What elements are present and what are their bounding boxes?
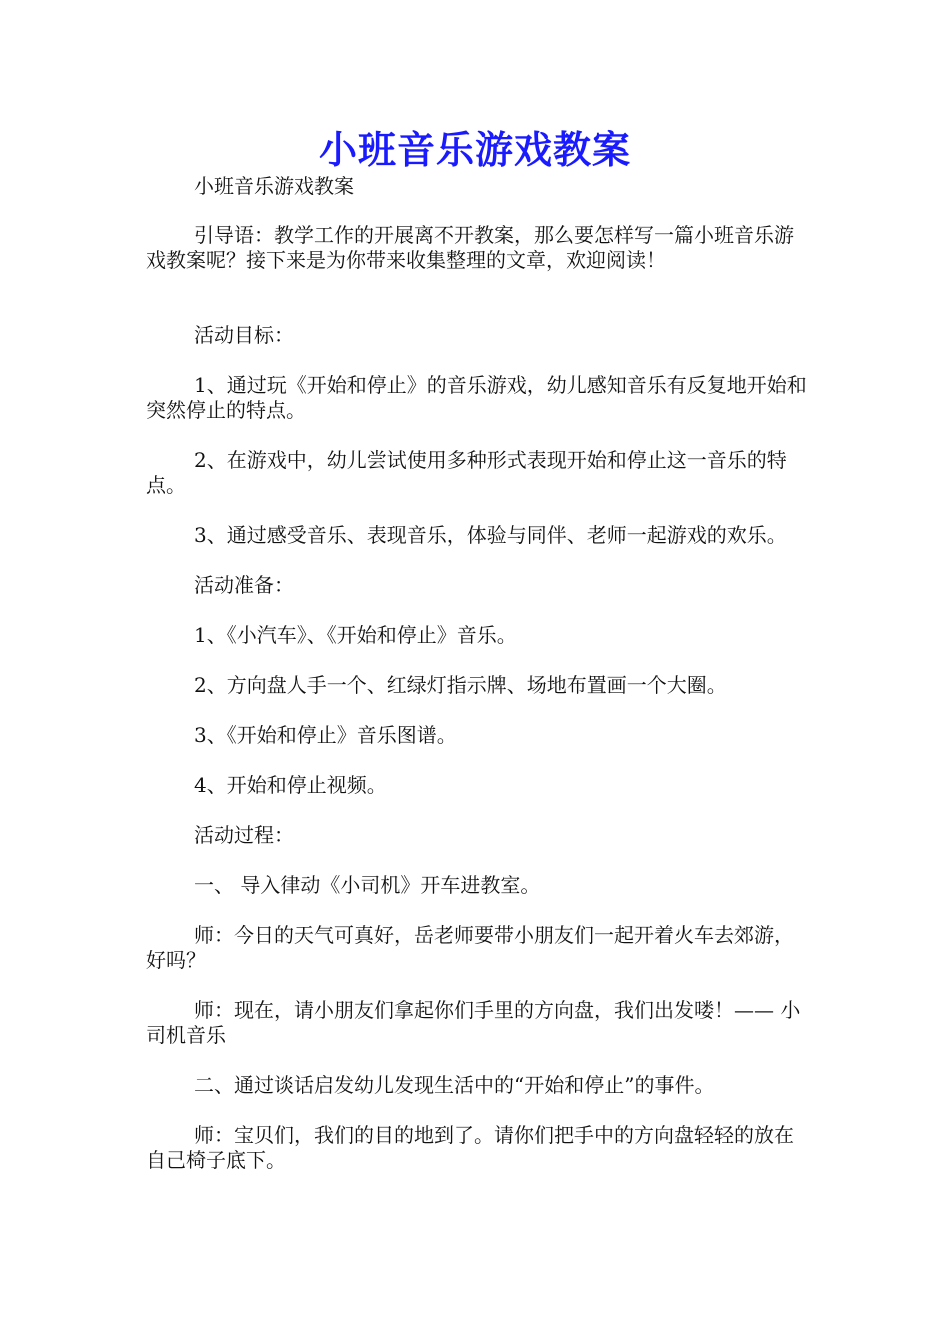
teacher-line-1: 师：今日的天气可真好，岳老师要带小朋友们一起开着火车去郊游，好吗？ <box>146 923 794 972</box>
intro-paragraph: 引导语：教学工作的开展离不开教案，那么要怎样写一篇小班音乐游戏教案呢？接下来是为你带来收集整理的文章，欢迎阅读！ <box>146 223 794 272</box>
process-step-1: 一、 导入律动《小司机》开车进教室。 <box>194 873 541 897</box>
teacher-line-3: 师：宝贝们，我们的目的地到了。请你们把手中的方向盘轻轻的放在自己椅子底下。 <box>146 1123 794 1172</box>
preparation-item-4: 4、开始和停止视频。 <box>194 773 387 797</box>
process-step-2: 二、通过谈话启发幼儿发现生活中的“开始和停止”的事件。 <box>194 1073 715 1097</box>
preparation-item-3: 3、《开始和停止》音乐图谱。 <box>194 723 457 747</box>
document-body <box>146 170 808 1173</box>
preparation-item-1: 1、《小汽车》、《开始和停止》音乐。 <box>194 623 517 647</box>
goal-item-1: 1、通过玩《开始和停止》的音乐游戏，幼儿感知音乐有反复地开始和突然停止的特点。 <box>146 373 807 422</box>
goal-item-2: 2、在游戏中，幼儿尝试使用多种形式表现开始和停止这一音乐的特点。 <box>146 448 787 497</box>
subtitle-paragraph: 小班音乐游戏教案 <box>194 174 354 198</box>
document-title: 小班音乐游戏教案 <box>318 127 631 172</box>
teacher-line-2: 师：现在，请小朋友们拿起你们手里的方向盘，我们出发喽！—— 小司机音乐 <box>146 998 801 1047</box>
section-heading-preparation: 活动准备： <box>194 573 294 597</box>
section-heading-goals: 活动目标： <box>194 323 294 347</box>
section-heading-process: 活动过程： <box>194 823 294 847</box>
preparation-item-2: 2、方向盘人手一个、红绿灯指示牌、场地布置画一个大圈。 <box>194 673 727 697</box>
goal-item-3: 3、通过感受音乐、表现音乐，体验与同伴、老师一起游戏的欢乐。 <box>194 523 787 547</box>
